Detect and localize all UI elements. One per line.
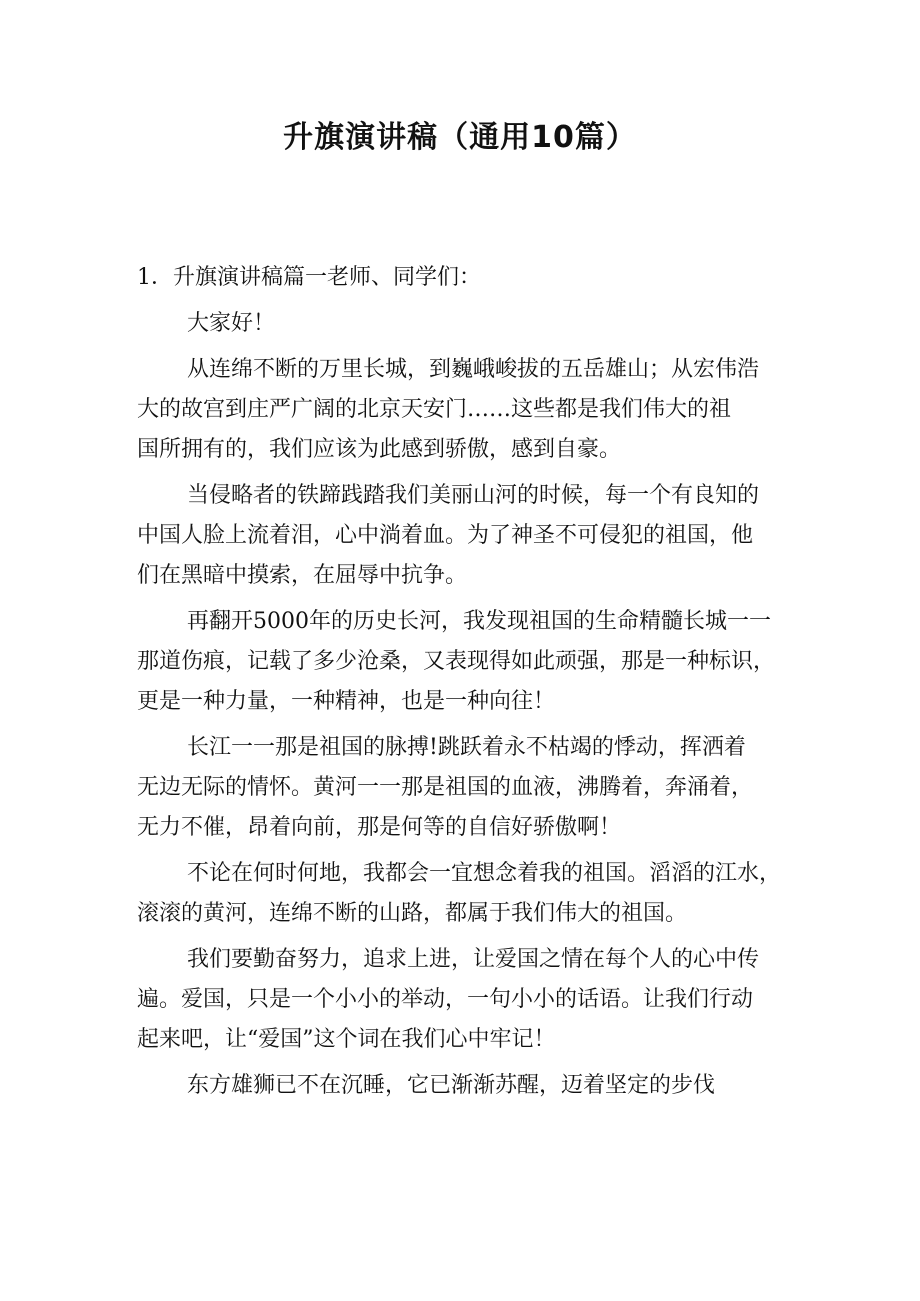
paragraph-line: 起来吧，让“爱国”这个词在我们心中牢记！	[137, 1027, 556, 1052]
paragraph	[137, 940, 787, 1060]
paragraph	[137, 304, 787, 344]
paragraph-line: 遍。爱国，只是一个小小的举动，一句小小的话语。让我们行动	[137, 987, 754, 1012]
paragraph-line: 滚滚的黄河，连绵不断的山路，都属于我们伟大的祖国。	[137, 901, 688, 926]
paragraph-line: 们在黑暗中摸索，在屈辱中抗争。	[137, 563, 468, 588]
paragraph	[137, 602, 787, 722]
paragraph-line: 中国人脸上流着泪，心中淌着血。为了神圣不可侵犯的祖国，他	[137, 523, 754, 548]
document-title: 升旗演讲稿（通用10篇）	[283, 120, 637, 155]
paragraph	[137, 1066, 787, 1106]
paragraph-line: 从连绵不断的万里长城，到巍峨峻拔的五岳雄山；从宏伟浩	[187, 357, 760, 382]
paragraph-line: 国所拥有的，我们应该为此感到骄傲，感到自豪。	[137, 437, 622, 462]
paragraph-line: 更是一种力量，一种精神，也是一种向往！	[137, 689, 556, 714]
paragraph-line: 大的故宫到庄严广阔的北京天安门……这些都是我们伟大的祖	[137, 397, 732, 422]
paragraph-line: 再翻开5000年的历史长河，我发现祖国的生命精髓长城一一	[187, 609, 771, 634]
paragraph-line: 那道伤痕，记载了多少沧桑，又表现得如此顽强，那是一种标识，	[137, 649, 776, 674]
document-body	[137, 258, 787, 1112]
paragraph-line: 无力不催，昂着向前，那是何等的自信好骄傲啊！	[137, 815, 622, 840]
paragraph	[137, 476, 787, 596]
paragraph	[137, 854, 787, 934]
paragraph	[137, 350, 787, 470]
paragraph-line: 东方雄狮已不在沉睡，它已渐渐苏醒，迈着坚定的步伐	[187, 1073, 716, 1098]
section-heading: 1．升旗演讲稿篇一老师、同学们：	[137, 265, 481, 290]
paragraph-line: 不论在何时何地，我都会一宜想念着我的祖国。滔滔的江水，	[187, 861, 782, 886]
paragraph-line: 大家好！	[187, 311, 276, 336]
paragraph	[137, 728, 787, 848]
paragraph-line: 当侵略者的铁蹄践踏我们美丽山河的时候，每一个有良知的	[187, 483, 760, 508]
paragraph-line: 长江一一那是祖国的脉搏!跳跃着永不枯竭的悸动，挥洒着	[187, 735, 746, 760]
paragraph-line: 无边无际的情怀。黄河一一那是祖国的血液，沸腾着，奔涌着，	[137, 775, 754, 800]
paragraph-line: 我们要勤奋努力，追求上进，让爱国之情在每个人的心中传	[187, 947, 760, 972]
